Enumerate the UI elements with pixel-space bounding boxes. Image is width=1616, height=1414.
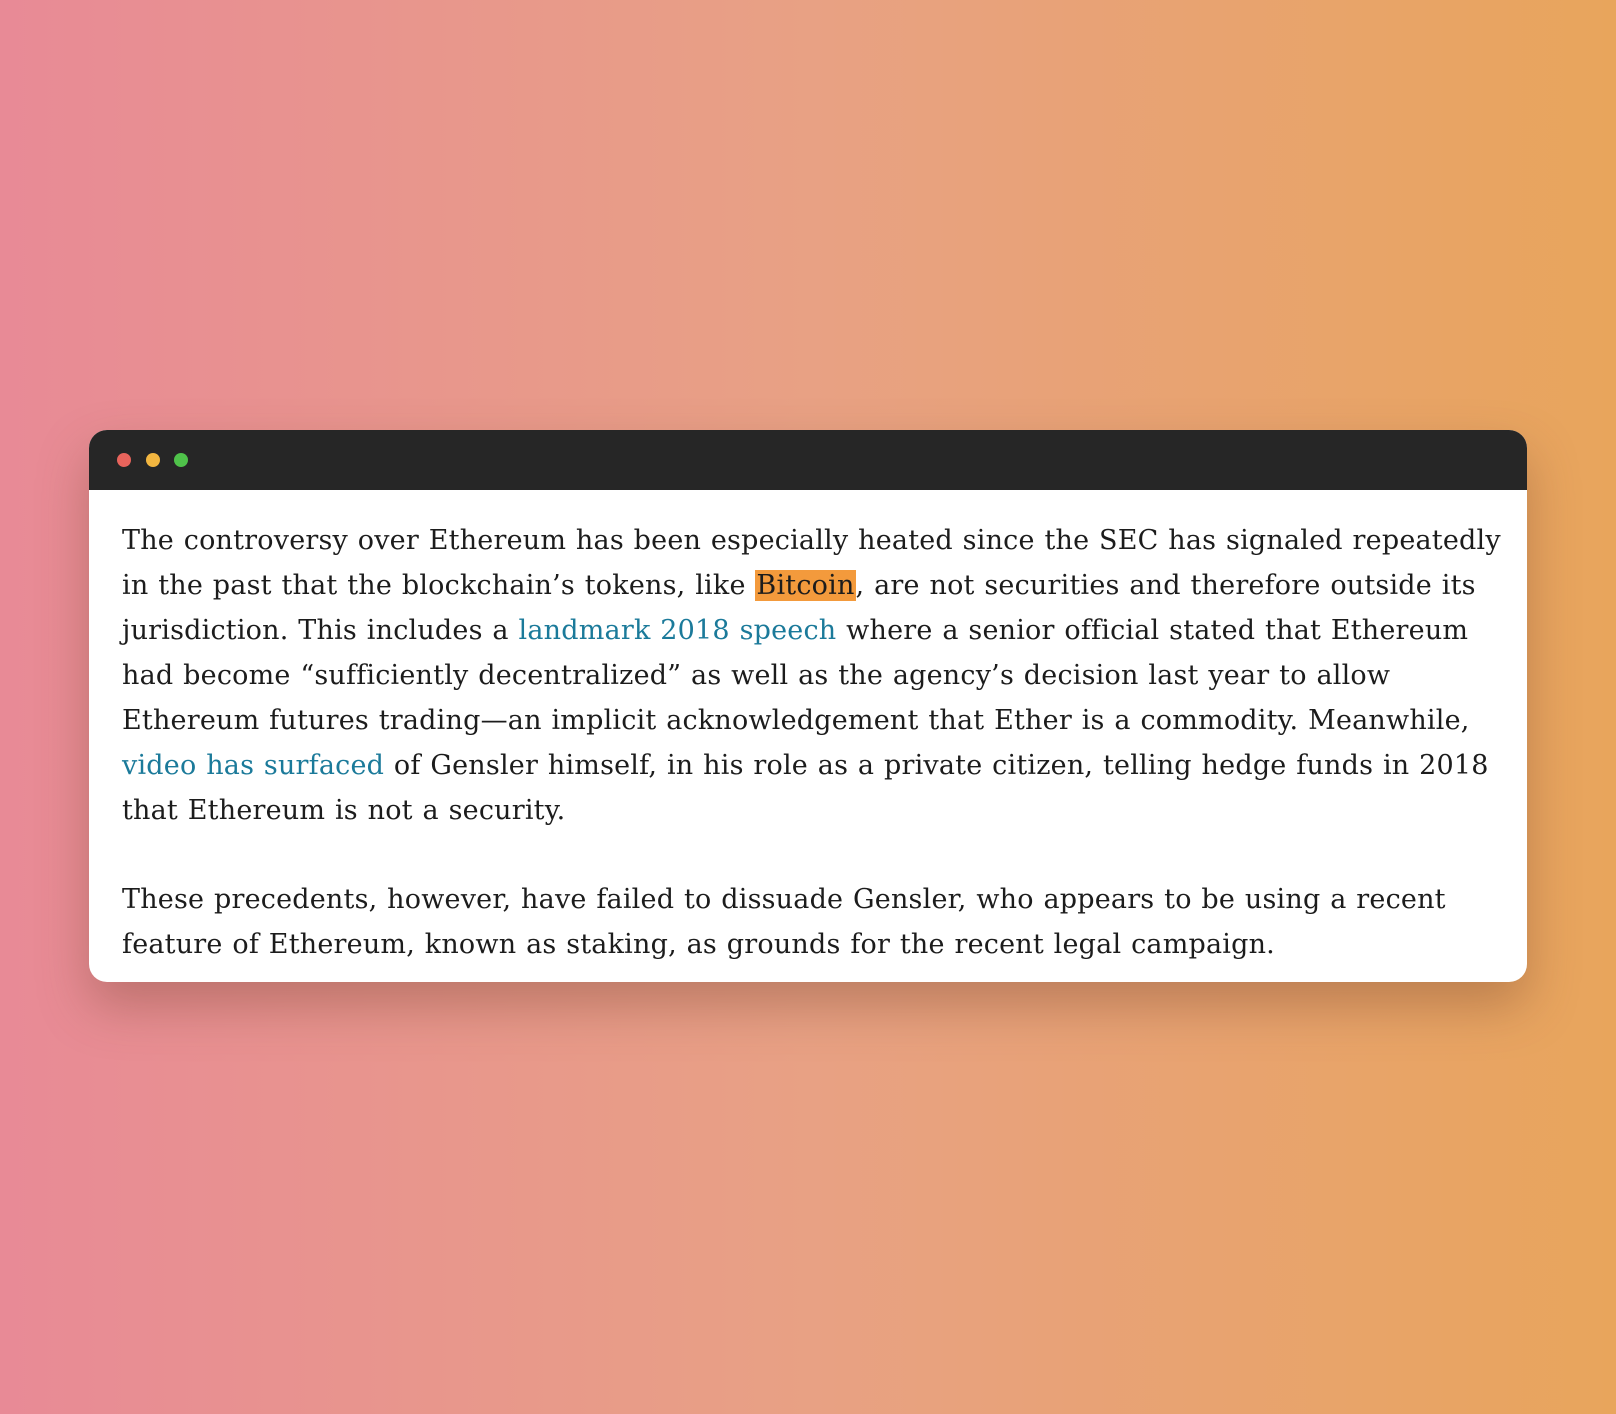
browser-window [89,430,1527,982]
article-paragraph-2: These precedents, however, have failed to dissuade Gensler, who appears to be using a recent feature of Ethereum, known as staking, as grounds for the recent legal campaign. [122,884,1446,960]
window-titlebar [89,430,1527,490]
paragraph-text: , are not securities and therefore outside its jurisdiction. This includes a [122,570,1476,646]
highlighted-term-bitcoin: Bitcoin [756,570,855,601]
maximize-icon[interactable] [174,453,188,467]
landmark-speech-link[interactable]: landmark 2018 speech [518,615,837,646]
paragraph-text: The controversy over Ethereum has been especially heated since the SEC has signaled repeatedly in the past that the blockchain’s tokens, like [122,525,1501,601]
article-body [89,490,1527,967]
paragraph-text: where a senior official stated that Ethereum had become “sufficiently decentralized” as well as the agency’s decision last year to allow Ethereum futures trading—an implicit acknowledgement that Ether is a commodity. Meanwhile, [122,615,1470,736]
minimize-icon[interactable] [146,453,160,467]
paragraph-text: of Gensler himself, in his role as a private citizen, telling hedge funds in 2018 that Ethereum is not a security. [122,750,1489,826]
article-paragraph-1 [122,518,1507,833]
close-icon[interactable] [117,453,131,467]
video-surfaced-link[interactable]: video has surfaced [122,750,385,781]
